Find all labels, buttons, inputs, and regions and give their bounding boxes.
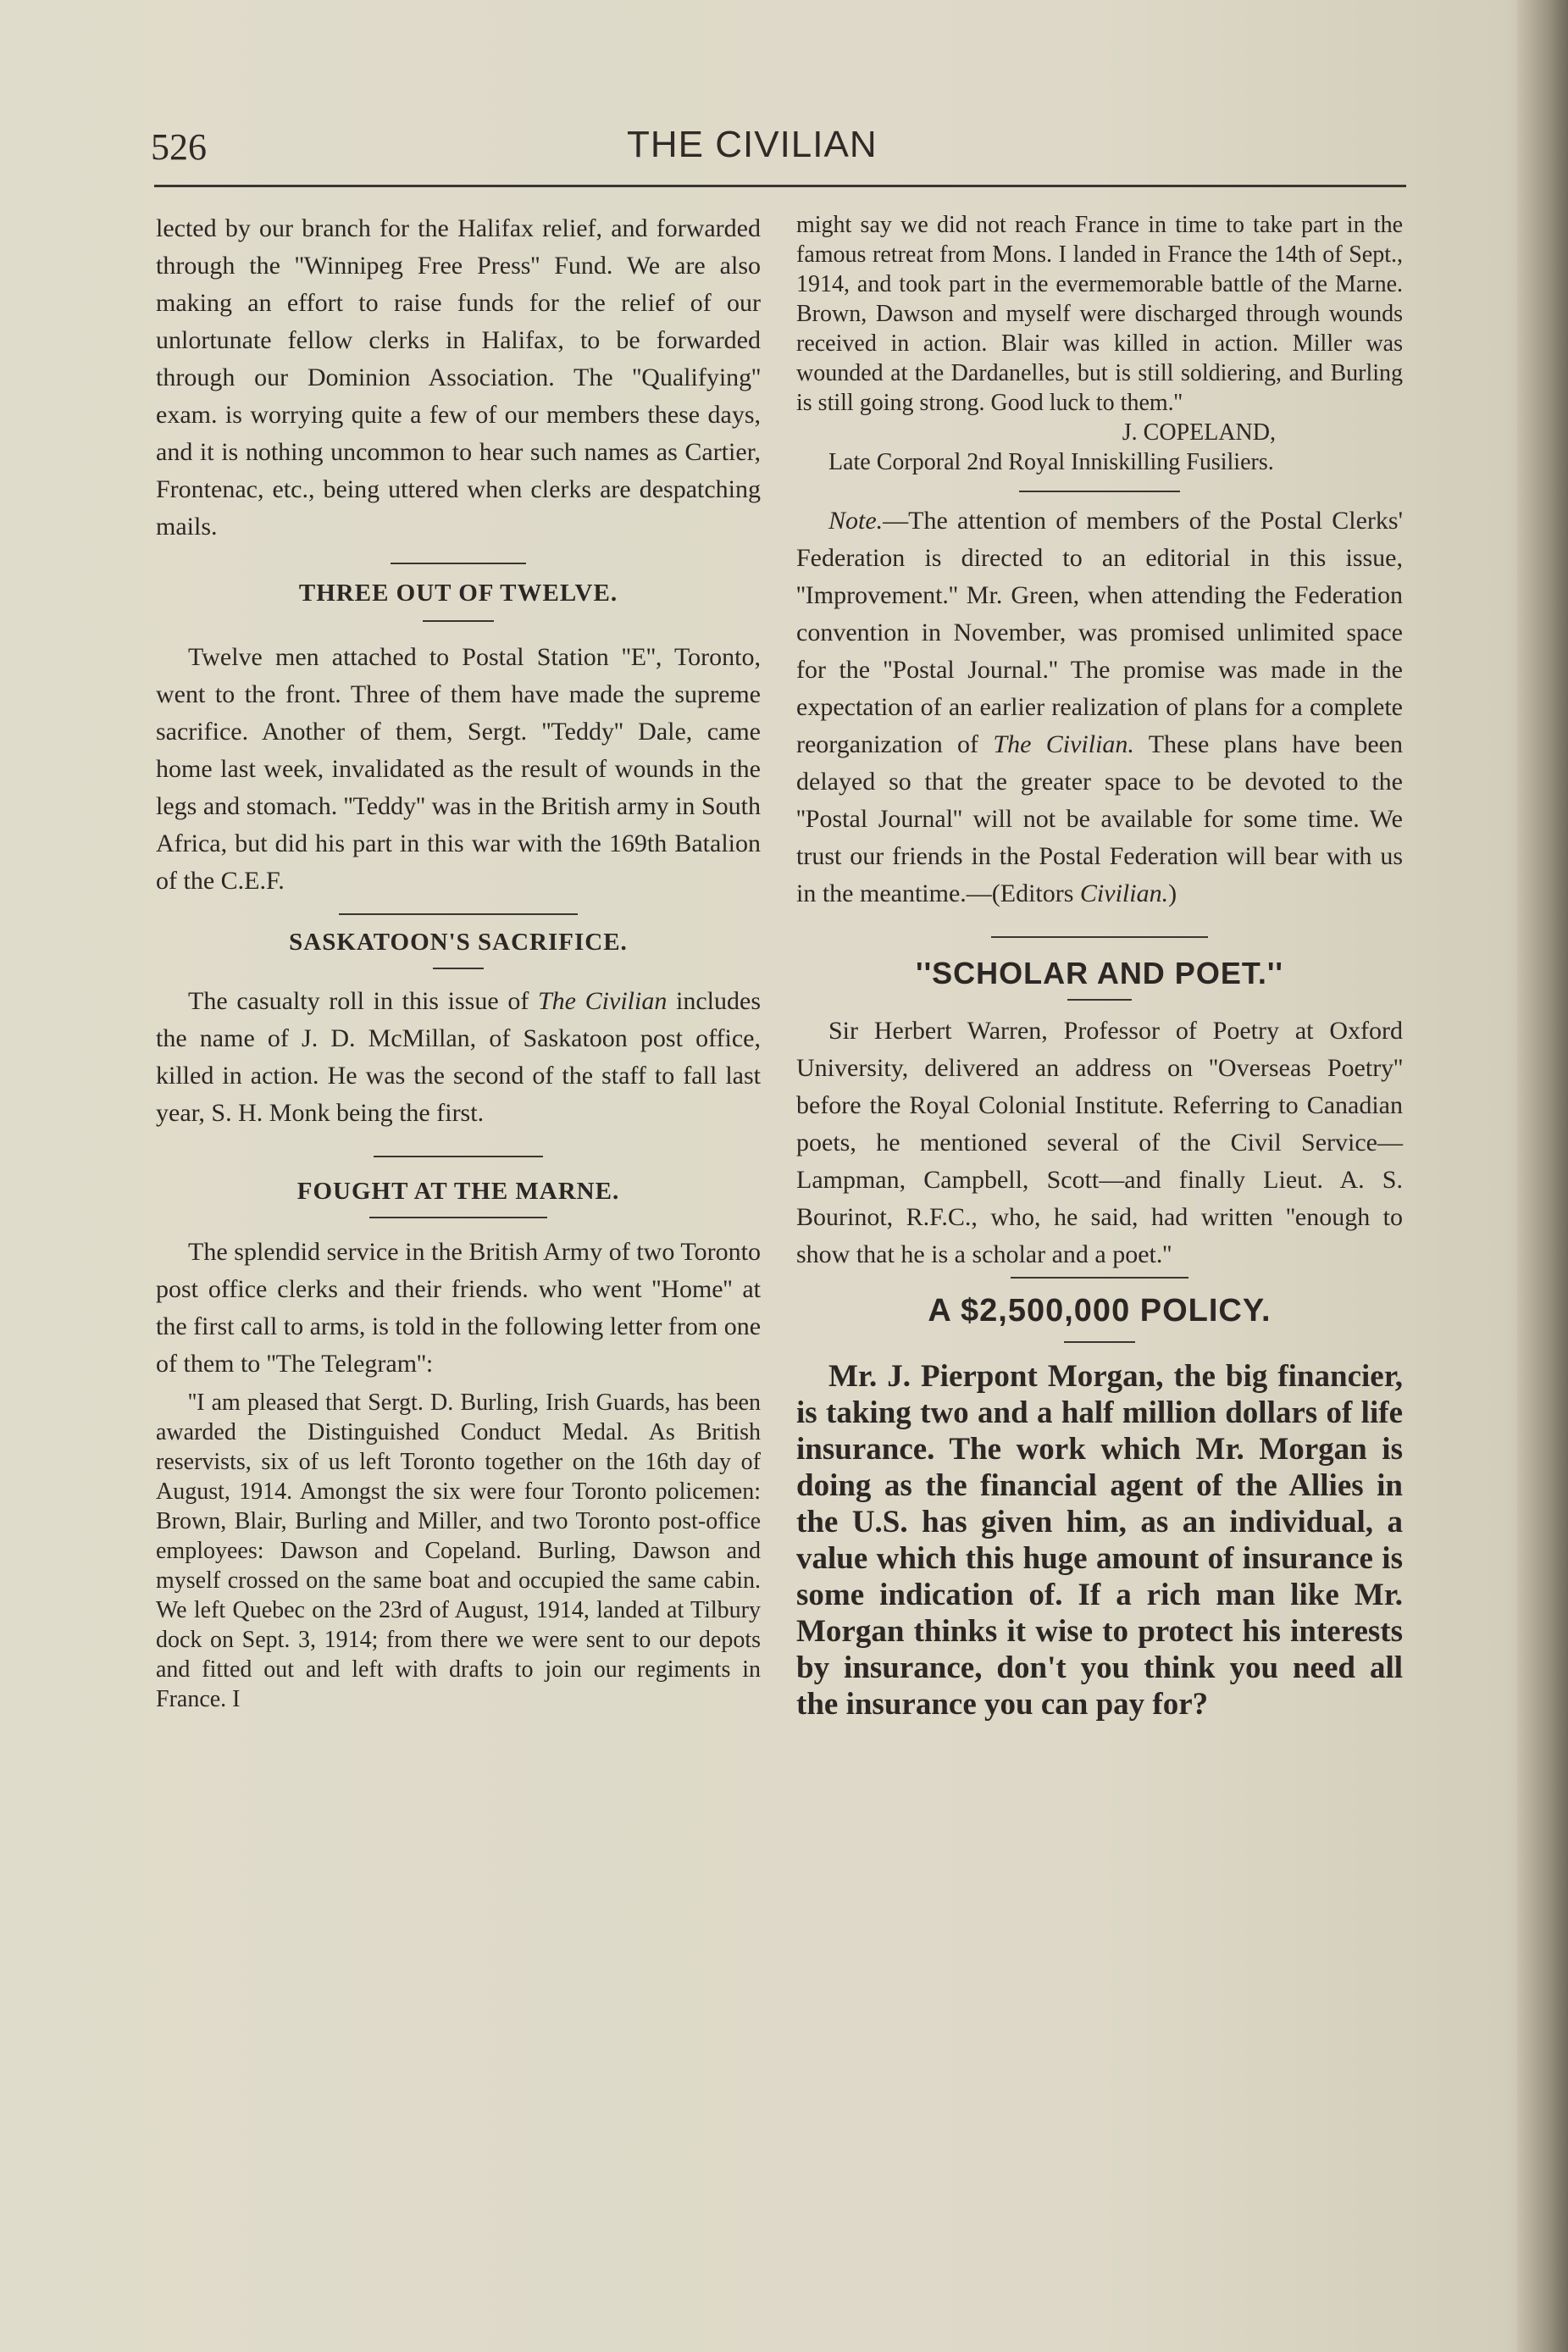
note-text-3: ) bbox=[1168, 879, 1177, 907]
heading-underline bbox=[369, 1217, 547, 1218]
three-out-paragraph: Twelve men attached to Postal Station ''E'', Toronto, went to the front. Three of them have made the supreme sacrifice. Another of them, Sergt. ''Teddy'' Dale, came home last week, invalidated as the result of wounds in the legs and stomach. ''Teddy'' was in the British army in South Africa, but did his part in this war with the 169th Batalion of the C.E.F. bbox=[156, 643, 761, 895]
heading-fought-at-the-marne: FOUGHT AT THE MARNE. bbox=[296, 1178, 620, 1205]
page-number: 526 bbox=[151, 126, 207, 168]
letter-continued-paragraph: might say we did not reach France in time to take part in the famous retreat from Mons. I landed in France the 14th of Sept., 1914, and took part in the evermemorable battle of the Marne. Brown, Dawson and myself were discharged through wounds received in action. Blair was killed in action. Miller was wounded at the Dardanelles, but is still soldiering, and Burling is still going strong. Good luck to them.'' bbox=[796, 212, 1403, 416]
section-rule bbox=[1011, 1277, 1188, 1279]
signature-name: J. COPELAND, bbox=[1122, 419, 1276, 446]
note-italic-1: The Civilian. bbox=[993, 730, 1134, 758]
heading-policy: A $2,500,000 POLICY. bbox=[928, 1293, 1272, 1329]
note-label: Note. bbox=[828, 507, 884, 535]
note-text-2: These plans have been delayed so that the greater space to be devoted to the ''Postal Journal'' will not be available for some time. We trust our friends in the Postal Federation will bear with us in the meantime.—(Editors bbox=[796, 730, 1403, 907]
heading-scholar-and-poet: ''SCHOLAR AND POET.'' bbox=[916, 956, 1283, 990]
signature-title: Late Corporal 2nd Royal Inniskilling Fusiliers. bbox=[828, 449, 1274, 475]
heading-saskatoons-sacrifice: SASKATOON'S SACRIFICE. bbox=[289, 929, 628, 956]
saskatoon-paragraph bbox=[156, 983, 761, 1132]
section-rule bbox=[991, 936, 1208, 938]
book-spine-shadow bbox=[1517, 0, 1568, 2352]
saskatoon-text-end: includes the name of J. D. McMillan, of Saskatoon post office, killed in action. He was the second of the staff to fall last year, S. H. Monk being the first. bbox=[156, 987, 761, 1127]
right-column bbox=[796, 210, 1403, 1722]
marne-paragraph: The splendid service in the British Army of two Toronto post office clerks and their friends. who went ''Home'' at the first call to arms, is told in the following letter from one of them to ''The Telegram'': bbox=[156, 1238, 762, 1378]
left-column bbox=[156, 210, 761, 1714]
note-paragraph bbox=[796, 502, 1403, 913]
intro-paragraph: lected by our branch for the Halifax relief, and forwarded through the ''Winnipeg Free Press'' Fund. We are also making an effort to raise funds for the relief of our unlortunate fellow clerks in Halifax, to be forwarded through our Dominion Association. The ''Qualifying'' exam. is worrying quite a few of our members these days, and it is nothing uncommon to hear such names as Cartier, Frontenac, etc., being uttered when clerks are despatching mails. bbox=[156, 214, 761, 541]
heading-three-out-of-twelve: THREE OUT OF TWELVE. bbox=[298, 580, 618, 607]
section-rule bbox=[339, 913, 578, 915]
heading-underline bbox=[1064, 1341, 1135, 1343]
saskatoon-text-start: The casualty roll in this issue of bbox=[188, 987, 538, 1015]
heading-underline bbox=[1067, 999, 1132, 1001]
letter-paragraph: ''I am pleased that Sergt. D. Burling, Irish Guards, has been awarded the Distinguished Conduct Medal. As British reservists, six of us left Toronto together on the 16th day of August, 1914. Amongst the six were four Toronto policemen: Brown, Blair, Burling and Miller, and two Toronto post-office employees: Dawson and Copeland. Burling, Dawson and myself crossed on the same boat and occupied the same cabin. We left Quebec on the 23rd of August, 1914, landed at Tilbury dock on Sept. 3, 1914; from there we were sent to our depots and fitted out and left with drafts to join our regiments in France. I bbox=[156, 1390, 761, 1712]
policy-paragraph: Mr. J. Pierpont Morgan, the big financier, is taking two and a half million dollars of life insurance. The work which Mr. Morgan is doing as the financial agent of the Allies in the U.S. has given him, as an individual, a value which this huge amount of insurance is some indication of. If a rich man like Mr. Morgan thinks it wise to protect his interests by insurance, don't you think you need all the insurance you can pay for? bbox=[796, 1359, 1403, 1722]
section-rule bbox=[1019, 491, 1180, 492]
note-text-1: —The attention of members of the Postal Clerks' Federation is directed to an editorial in this issue, ''Improvement.'' Mr. Green, when attending the Federation convention in November, was promised unlimited space for the ''Postal Journal.'' The promise was made in the expectation of an earlier realization of plans for a complete reorganization of bbox=[796, 507, 1403, 758]
scholar-paragraph: Sir Herbert Warren, Professor of Poetry at Oxford University, delivered an address on ''Overseas Poetry'' before the Royal Colonial Institute. Referring to Canadian poets, he mentioned several of the Civil Service—Lampman, Campbell, Scott—and finally Lieut. A. S. Bourinot, R.F.C., who, he said, had written ''enough to show that he is a scholar and a poet.'' bbox=[796, 1017, 1403, 1268]
note-italic-2: Civilian. bbox=[1079, 879, 1169, 907]
running-head: THE CIVILIAN bbox=[627, 124, 878, 165]
section-rule bbox=[391, 563, 526, 564]
saskatoon-italic-title: The Civilian bbox=[538, 987, 668, 1015]
header-rule bbox=[154, 185, 1406, 187]
section-rule bbox=[374, 1156, 543, 1157]
heading-underline bbox=[433, 968, 484, 969]
heading-underline bbox=[423, 620, 494, 622]
